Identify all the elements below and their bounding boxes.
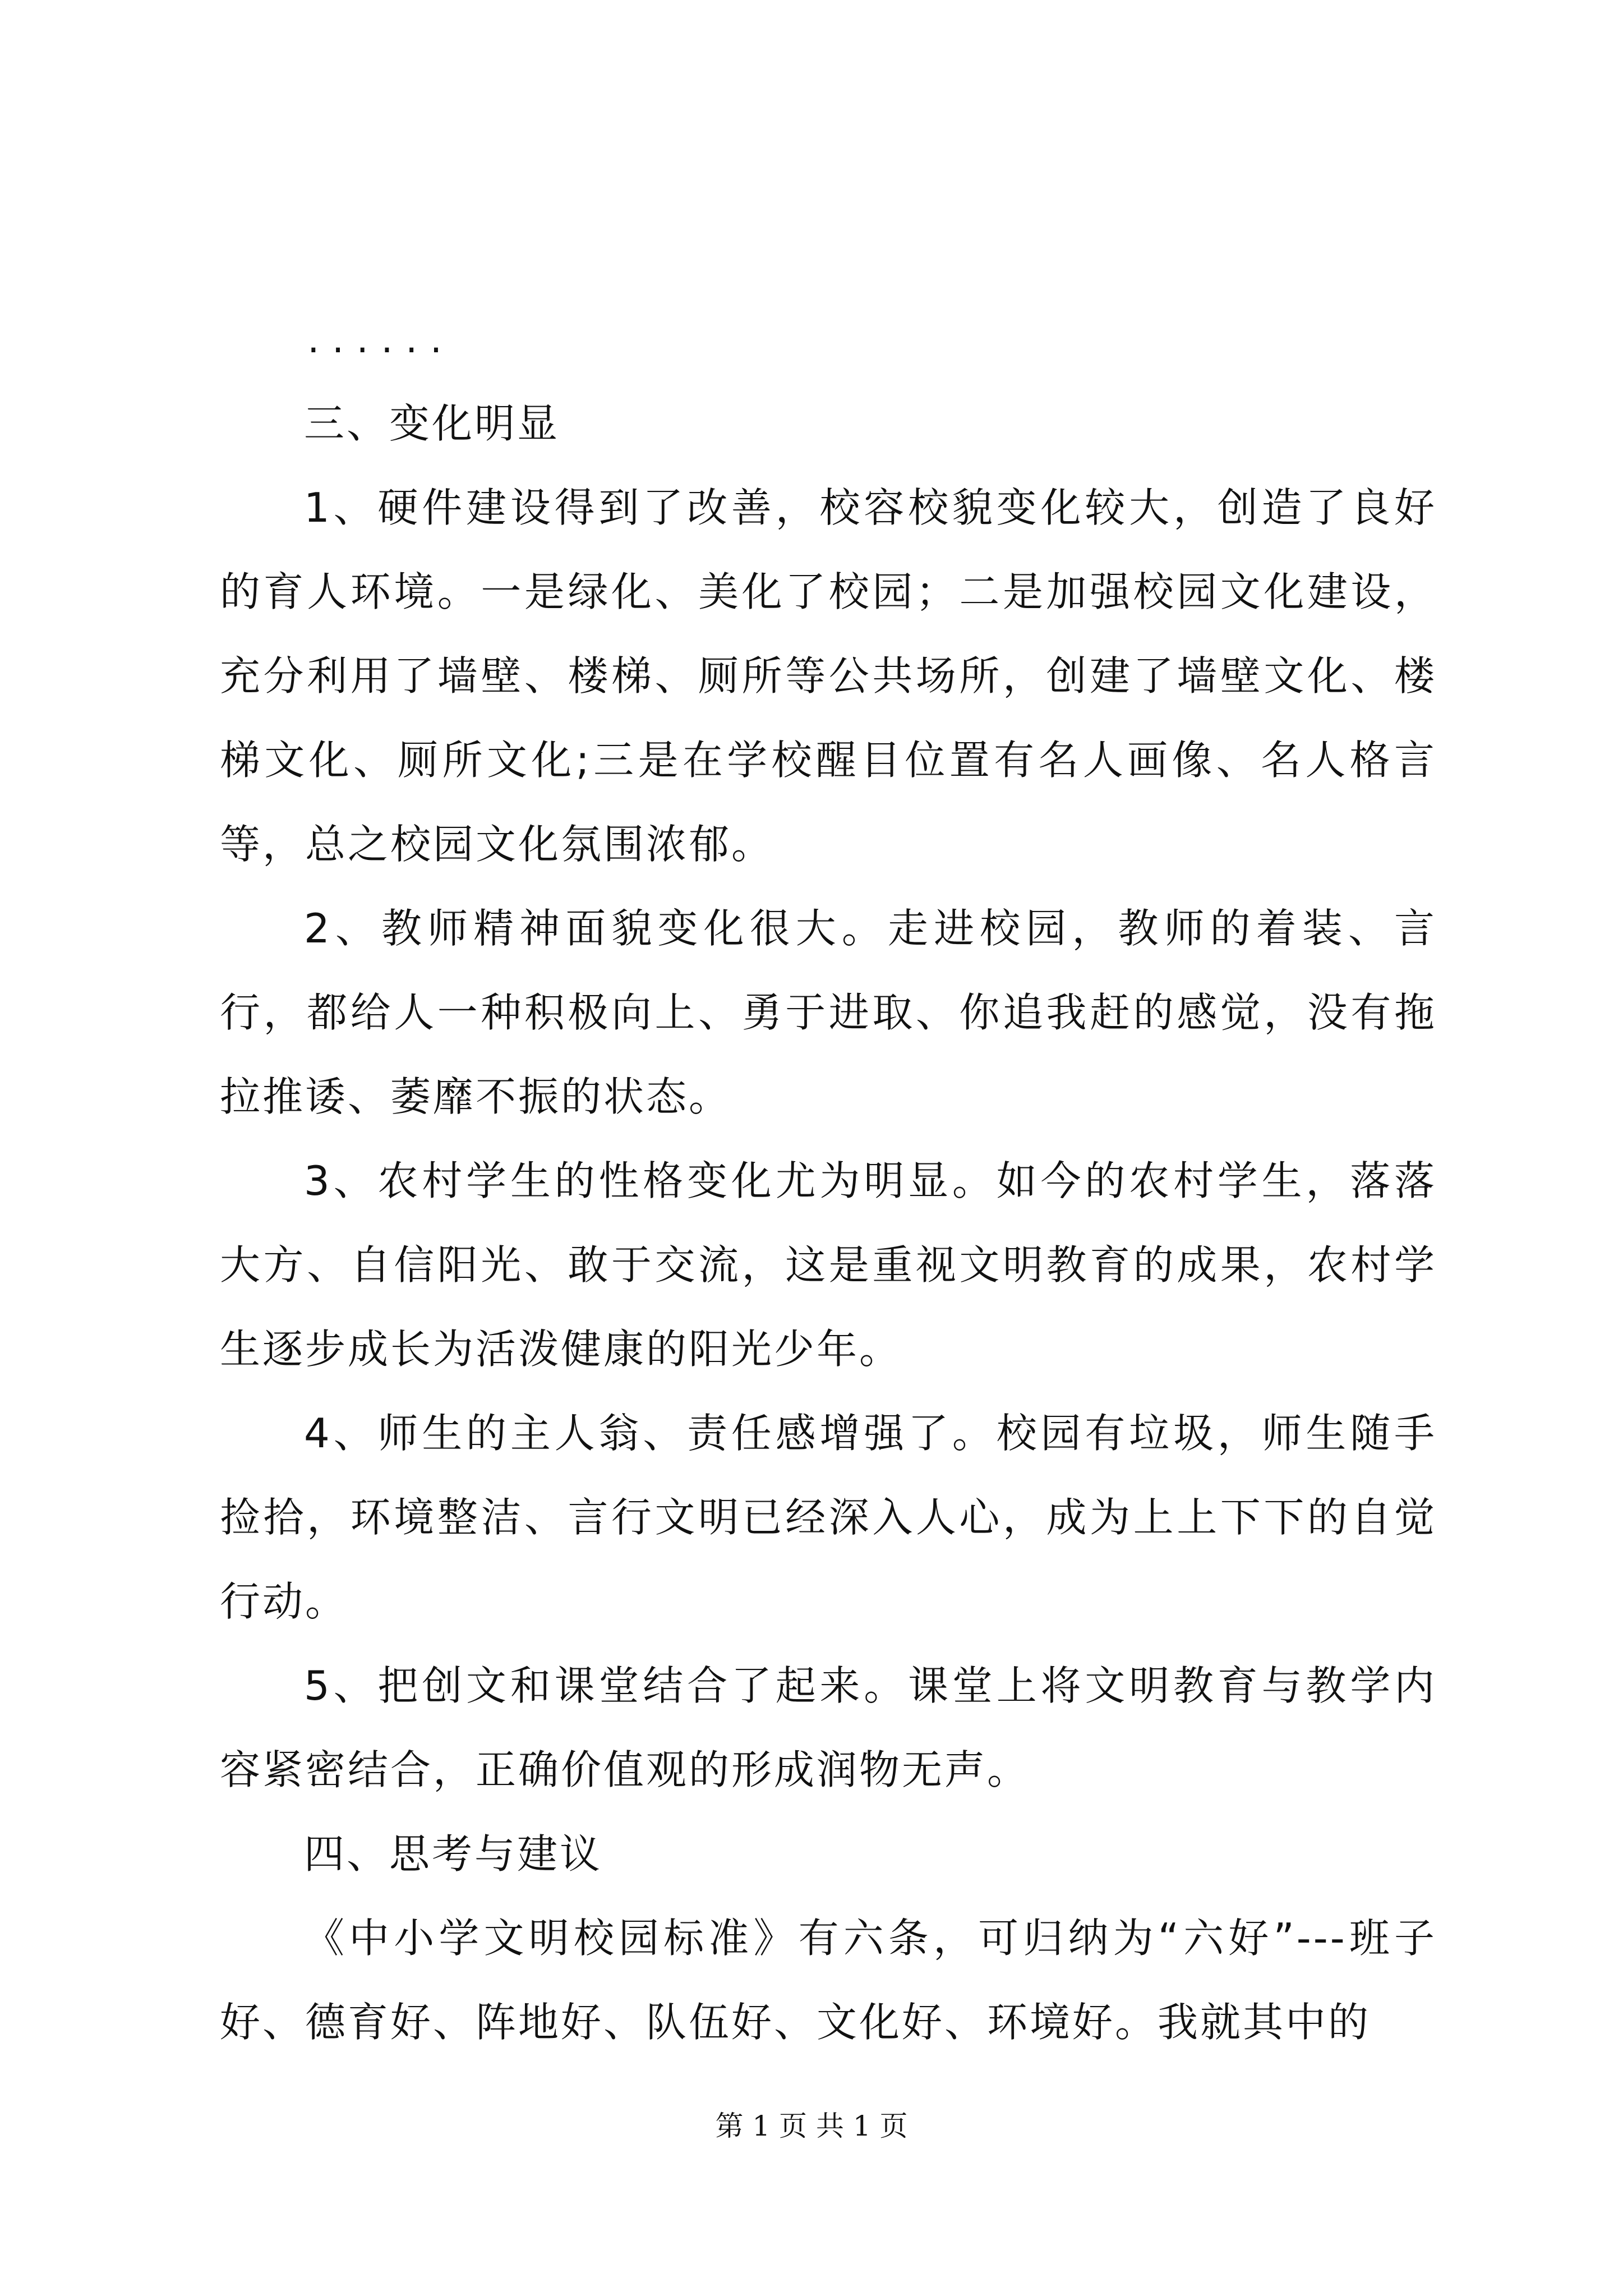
section-heading-4: 四、思考与建议: [304, 1830, 603, 1878]
ellipsis-line: ......: [304, 324, 451, 360]
page-footer: 第 1 页 共 1 页: [715, 2110, 908, 2142]
section-heading-3: 三、变化明显: [304, 400, 560, 447]
paragraph-6: 《中小学文明校园标准》有六条，可归纳为“六好”---班子好、德育好、阵地好、队伍好、文化好、环境好。我就其中的: [220, 1915, 1437, 2046]
paragraph-3: 3、农村学生的性格变化尤为明显。如今的农村学生，落落大方、自信阳光、敢于交流，这是重视文明教育的成果，农村学生逐步成长为活泼健康的阳光少年。: [220, 1157, 1437, 1373]
paragraph-1: 1、硬件建设得到了改善，校容校貌变化较大，创造了良好的育人环境。一是绿化、美化了校园；二是加强校园文化建设，充分利用了墙壁、楼梯、厕所等公共场所，创建了墙壁文化、楼梯文化、厕所文化;三是在学校醒目位置有名人画像、名人格言等，总之校园文化氛围浓郁。: [220, 484, 1437, 868]
document-body: [220, 320, 1437, 2064]
paragraph-4: 4、师生的主人翁、责任感增强了。校园有垃圾，师生随手捡拾，环境整洁、言行文明已经深入人心，成为上上下下的自觉行动。: [220, 1410, 1437, 1625]
paragraph-2: 2、教师精神面貌变化很大。走进校园，教师的着装、言行，都给人一种积极向上、勇于进取、你追我赶的感觉，没有拖拉推诿、萎靡不振的状态。: [220, 905, 1437, 1120]
paragraph-5: 5、把创文和课堂结合了起来。课堂上将文明教育与教学内容紧密结合，正确价值观的形成润物无声。: [220, 1662, 1437, 1793]
